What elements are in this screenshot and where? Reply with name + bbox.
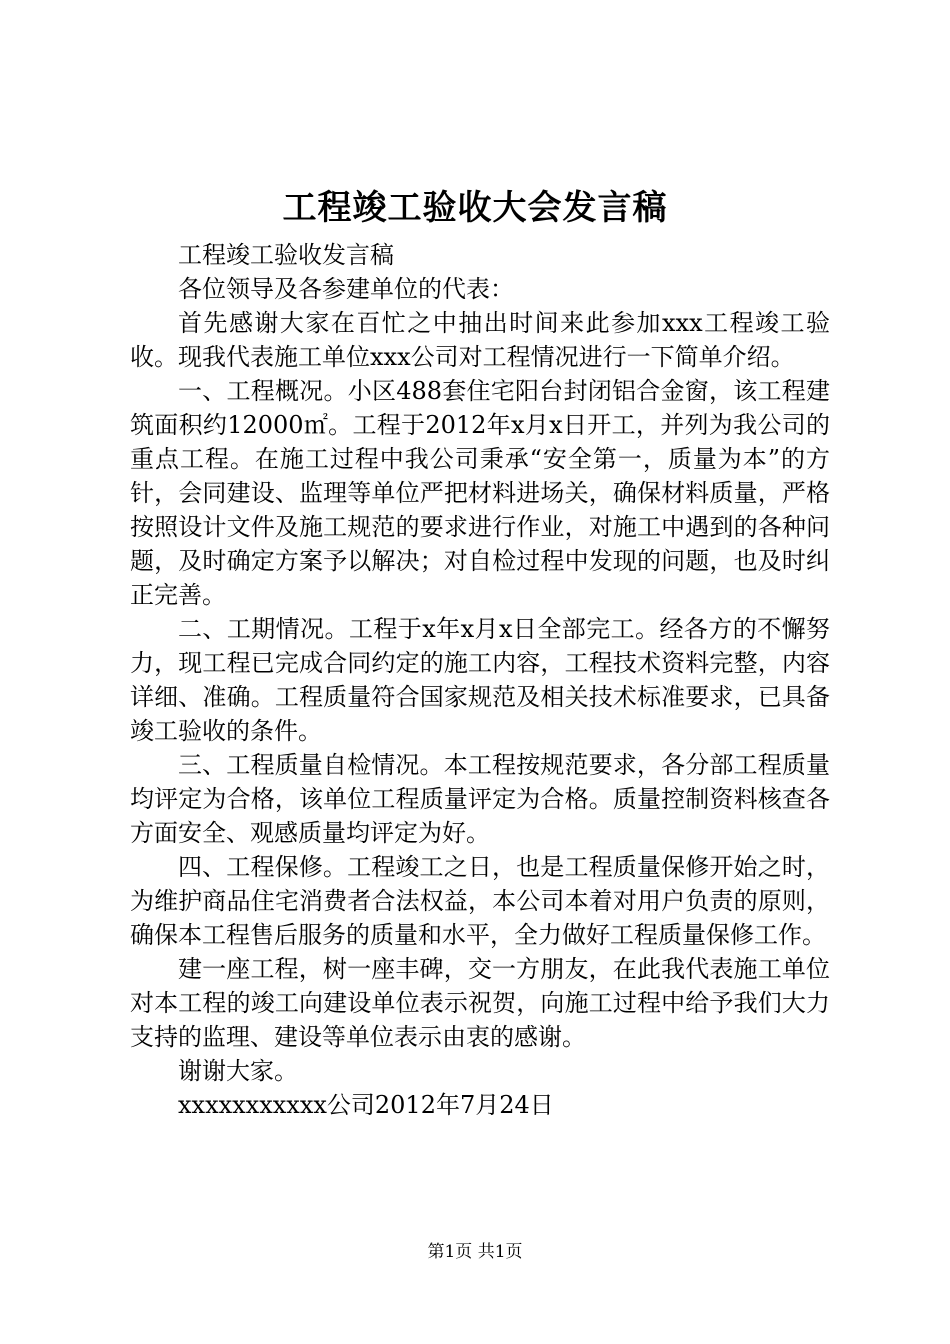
warranty-paragraph: 四、工程保修。工程竣工之日，也是工程质量保修开始之时，为维护商品住宅消费者合法权益，本公司本着对用户负责的原则，确保本工程售后服务的质量和水平，全力做好工程质量保修工作。: [130, 853, 830, 949]
document-title: 工程竣工验收大会发言稿: [282, 188, 668, 228]
closing-paragraph: 建一座工程，树一座丰碑，交一方朋友，在此我代表施工单位对本工程的竣工向建设单位表示祝贺，向施工过程中给予我们大力支持的监理、建设等单位表示由衷的感谢。: [130, 955, 830, 1051]
subtitle-paragraph: 工程竣工验收发言稿: [178, 241, 394, 269]
quality-paragraph: 三、工程质量自检情况。本工程按规范要求，各分部工程质量均评定为合格，该单位工程质量评定为合格。质量控制资料核查各方面安全、观感质量均评定为好。: [130, 751, 830, 847]
intro-paragraph: 首先感谢大家在百忙之中抽出时间来此参加xxx工程竣工验收。现我代表施工单位xxx公司对工程情况进行一下简单介绍。: [130, 309, 830, 371]
signature-paragraph: xxxxxxxxxxx公司2012年7月24日: [178, 1091, 554, 1119]
salutation-paragraph: 各位领导及各参建单位的代表：: [178, 275, 514, 303]
overview-paragraph: 一、工程概况。小区488套住宅阳台封闭铝合金窗，该工程建筑面积约12000㎡。工程于2012年x月x日开工，并列为我公司的重点工程。在施工过程中我公司秉承“安全第一，质量为本”的方针，会同建设、监理等单位严把材料进场关，确保材料质量，严格按照设计文件及施工规范的要求进行作业，对施工中遇到的各种问题，及时确定方案予以解决；对自检过程中发现的问题，也及时纠正完善。: [130, 377, 830, 609]
page-number-footer: 第1页 共1页: [427, 1242, 523, 1262]
document-body: [130, 238, 830, 1122]
schedule-paragraph: 二、工期情况。工程于x年x月x日全部完工。经各方的不懈努力，现工程已完成合同约定的施工内容，工程技术资料完整，内容详细、准确。工程质量符合国家规范及相关技术标准要求，已具备竣工验收的条件。: [130, 615, 830, 745]
thanks-paragraph: 谢谢大家。: [178, 1057, 298, 1085]
